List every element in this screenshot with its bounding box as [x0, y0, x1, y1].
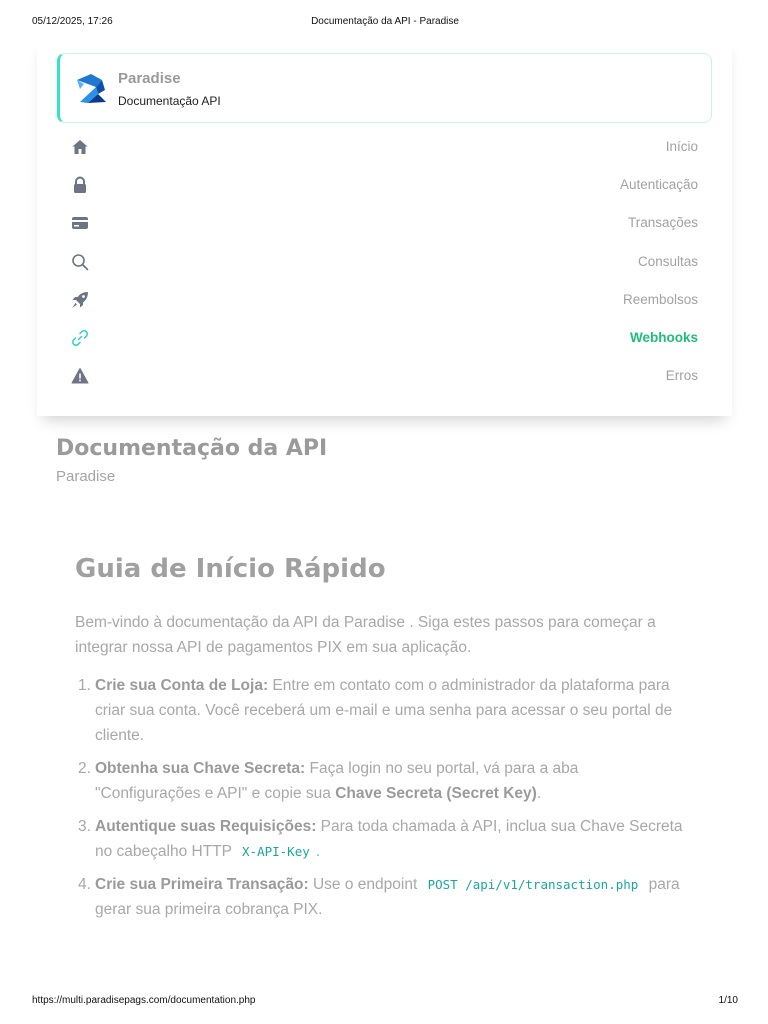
- step-number: 3.: [78, 818, 91, 835]
- list-item: [75, 756, 685, 806]
- nav-label: Erros: [665, 368, 698, 384]
- code-snippet: X-API-Key: [242, 844, 310, 859]
- step-text: Entre em contato com o administrador da plataforma para criar sua conta. Você receberá um e-mail e uma senha para acessar o seu portal de cliente.: [95, 677, 673, 744]
- step-emphasis: Chave Secreta (Secret Key): [335, 785, 537, 802]
- step-text-end: para gerar sua primeira cobrança PIX.: [95, 876, 680, 918]
- list-item: [75, 814, 685, 864]
- step-number: 2.: [78, 760, 91, 777]
- nav-item-consultas[interactable]: [37, 243, 732, 281]
- nav-item-inicio[interactable]: [37, 128, 732, 166]
- sidebar: [37, 36, 732, 416]
- link-icon: [71, 329, 89, 347]
- print-title: Documentação da API - Paradise: [311, 16, 459, 27]
- brand-name: Paradise: [118, 70, 181, 87]
- step-text: Para toda chamada à API, inclua sua Chave Secreta no cabeçalho HTTP: [95, 818, 683, 860]
- nav-item-autenticacao[interactable]: [37, 166, 732, 204]
- nav-label: Início: [665, 139, 698, 154]
- nav-label: Autenticação: [619, 177, 698, 193]
- page-subtitle: Paradise: [56, 468, 116, 485]
- step-number: 1.: [78, 677, 91, 694]
- step-title: Crie sua Primeira Transação:: [95, 876, 309, 893]
- nav-item-reembolsos[interactable]: [37, 281, 732, 319]
- brand-card[interactable]: [57, 53, 712, 123]
- step-text: Faça login no seu portal, vá para a aba "Configurações e API" e copie sua: [95, 760, 579, 802]
- lock-icon: [71, 176, 89, 194]
- intro-paragraph: Bem-vindo à documentação da API da Paradise . Siga estes passos para começar a integrar nossa API de pagamentos PIX em sua aplicação.: [75, 614, 656, 656]
- rocket-icon: [71, 291, 89, 309]
- step-number: 4.: [78, 876, 91, 893]
- search-icon: [71, 253, 89, 271]
- nav-label: Transações: [627, 215, 698, 231]
- brand-subtitle: Documentação API: [118, 94, 221, 108]
- print-datetime: 05/12/2025, 17:26: [32, 16, 113, 27]
- page-title: Documentação da API: [56, 436, 328, 461]
- step-text-end: .: [536, 785, 542, 802]
- nav-item-transacoes[interactable]: [37, 204, 732, 242]
- nav-label: Webhooks: [629, 329, 698, 345]
- step-text: Use o endpoint: [308, 876, 422, 893]
- steps-list: [75, 673, 685, 930]
- print-footer: [32, 995, 738, 1009]
- sidebar-nav: [37, 128, 732, 395]
- step-title: Autentique suas Requisições:: [95, 818, 317, 835]
- print-url: https://multi.paradisepags.com/documentation.php: [32, 995, 256, 1006]
- list-item: [75, 872, 685, 922]
- credit-card-icon: [71, 214, 89, 232]
- warning-icon: [71, 367, 89, 385]
- nav-item-webhooks[interactable]: [37, 319, 732, 357]
- home-icon: [71, 138, 89, 156]
- list-item: [75, 673, 685, 748]
- code-snippet: POST /api/v1/transaction.php: [427, 877, 639, 892]
- print-header: [32, 16, 738, 30]
- nav-item-erros[interactable]: [37, 357, 732, 395]
- step-text-end: .: [315, 843, 321, 860]
- nav-label: Consultas: [637, 253, 698, 269]
- paradise-logo-icon: [74, 72, 108, 106]
- print-page-number: 1/10: [718, 995, 738, 1006]
- step-title: Crie sua Conta de Loja:: [95, 677, 269, 694]
- section-title: Guia de Início Rápido: [75, 554, 386, 584]
- nav-label: Reembolsos: [622, 291, 698, 307]
- step-title: Obtenha sua Chave Secreta:: [95, 760, 306, 777]
